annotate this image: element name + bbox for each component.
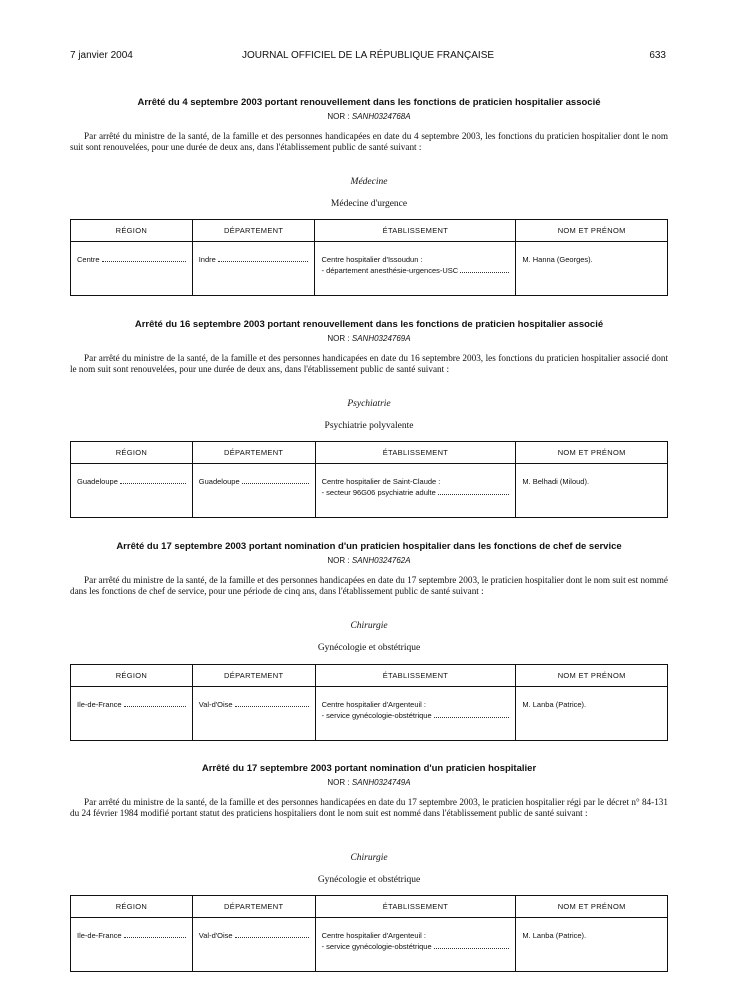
journal-title: JOURNAL OFFICIEL DE LA RÉPUBLIQUE FRANÇAISE <box>241 50 495 61</box>
column-header-region: RÉGION <box>71 442 193 464</box>
appointment-table <box>70 895 668 972</box>
dot-leader <box>460 265 509 273</box>
cell-region <box>71 687 193 741</box>
nor-code: SANH0324768A <box>351 112 411 121</box>
etablissement-name: Centre hospitalier d'Argenteuil : <box>321 700 427 709</box>
cell-nom: M. Belhadi (Miloud). <box>516 464 668 518</box>
cell-region <box>71 464 193 518</box>
specialty: Chirurgie <box>350 621 388 631</box>
cell-region <box>71 242 193 296</box>
nor-reference <box>70 111 668 122</box>
region-value: Ile-de-France <box>77 700 122 709</box>
dot-leader <box>102 254 186 262</box>
subspecialty: Gynécologie et obstétrique <box>317 875 421 885</box>
dot-leader <box>218 254 309 262</box>
region-value: Ile-de-France <box>77 931 122 940</box>
etablissement-name: Centre hospitalier de Saint-Claude : <box>321 477 441 486</box>
page-header <box>70 50 666 64</box>
etablissement-unit: - département anesthésie-urgences-USC <box>321 266 459 275</box>
table-row <box>71 687 668 741</box>
decree-title: Arrêté du 17 septembre 2003 portant nomination d'un praticien hospitalier dans les fonctions de chef de service <box>116 541 622 552</box>
dot-leader <box>434 710 510 718</box>
table-row <box>71 918 668 972</box>
table-header-row <box>71 665 668 687</box>
column-header-nom: NOM ET PRÉNOM <box>516 220 668 242</box>
decree-title: Arrêté du 4 septembre 2003 portant renouvellement dans les fonctions de praticien hospitalier associé <box>137 97 601 108</box>
dot-leader <box>124 930 186 938</box>
appointment-table <box>70 219 668 296</box>
column-header-etablissement: ÉTABLISSEMENT <box>315 896 516 918</box>
table-header-row <box>71 220 668 242</box>
decree-body: Par arrêté du ministre de la santé, de la famille et des personnes handicapées en date du 4 septembre 2003, les fonctions du praticien hospitalier dont le nom suit sont renouvelées, pour une durée de deux ans, dans l'établissement public de santé suivant : <box>70 131 668 152</box>
subspecialty: Gynécologie et obstétrique <box>317 643 421 653</box>
departement-value: Guadeloupe <box>198 477 240 486</box>
subspecialty: Psychiatrie polyvalente <box>324 421 414 431</box>
etablissement-unit: - secteur 96G06 psychiatrie adulte <box>321 488 436 497</box>
column-header-departement: DÉPARTEMENT <box>192 220 315 242</box>
nor-reference <box>70 333 668 344</box>
nor-label: NOR : <box>327 556 350 565</box>
nor-code: SANH0324762A <box>351 556 411 565</box>
decree-section <box>70 540 668 720</box>
issue-date: 7 janvier 2004 <box>70 50 133 61</box>
region-value: Centre <box>77 255 100 264</box>
etablissement-unit: - service gynécologie-obstétrique <box>321 711 432 720</box>
specialty: Psychiatrie <box>347 399 391 409</box>
decree-section <box>70 762 668 951</box>
dot-leader <box>235 930 309 938</box>
cell-etablissement <box>315 242 516 296</box>
dot-leader <box>438 487 510 495</box>
decree-section <box>70 96 668 275</box>
cell-nom: M. Hanna (Georges). <box>516 242 668 296</box>
column-header-region: RÉGION <box>71 665 193 687</box>
dot-leader <box>235 699 309 707</box>
appointment-table <box>70 441 668 518</box>
table-header-row <box>71 896 668 918</box>
specialty: Médecine <box>350 177 388 187</box>
cell-departement <box>192 918 315 972</box>
page-number: 633 <box>649 50 666 61</box>
column-header-nom: NOM ET PRÉNOM <box>516 442 668 464</box>
etablissement-name: Centre hospitalier d'Issoudun : <box>321 255 423 264</box>
column-header-region: RÉGION <box>71 896 193 918</box>
etablissement-unit: - service gynécologie-obstétrique <box>321 942 432 951</box>
departement-value: Val-d'Oise <box>198 931 233 940</box>
nor-code: SANH0324749A <box>351 778 411 787</box>
departement-value: Indre <box>198 255 216 264</box>
table-header-row <box>71 442 668 464</box>
cell-etablissement <box>315 687 516 741</box>
cell-nom: M. Lanba (Patrice). <box>516 918 668 972</box>
decree-body: Par arrêté du ministre de la santé, de la famille et des personnes handicapées en date du 17 septembre 2003, le praticien hospitalier dont le nom suit est nommé dans les fonctions de chef de service, pour une période de cinq ans, dans l'établissement public de santé suivant : <box>70 575 668 596</box>
nor-reference <box>70 555 668 566</box>
nor-label: NOR : <box>327 334 350 343</box>
subspecialty: Médecine d'urgence <box>330 199 408 209</box>
decree-body: Par arrêté du ministre de la santé, de la famille et des personnes handicapées en date du 17 septembre 2003, le praticien hospitalier régi par le décret n° 84-131 du 24 février 1984 modifié portant statut des praticiens hospitaliers dont le nom suit est nommé dans l'établissement public de santé suivant : <box>70 797 668 818</box>
nor-label: NOR : <box>327 778 350 787</box>
column-header-region: RÉGION <box>71 220 193 242</box>
appointment-table <box>70 664 668 741</box>
decree-section <box>70 318 668 497</box>
column-header-departement: DÉPARTEMENT <box>192 665 315 687</box>
decree-title: Arrêté du 16 septembre 2003 portant renouvellement dans les fonctions de praticien hospitalier associé <box>134 319 604 330</box>
nor-code: SANH0324769A <box>351 334 411 343</box>
dot-leader <box>120 476 186 484</box>
table-row <box>71 242 668 296</box>
cell-region <box>71 918 193 972</box>
nor-label: NOR : <box>327 112 350 121</box>
cell-departement <box>192 687 315 741</box>
cell-departement <box>192 242 315 296</box>
dot-leader <box>124 699 186 707</box>
cell-departement <box>192 464 315 518</box>
column-header-nom: NOM ET PRÉNOM <box>516 665 668 687</box>
column-header-nom: NOM ET PRÉNOM <box>516 896 668 918</box>
column-header-etablissement: ÉTABLISSEMENT <box>315 665 516 687</box>
region-value: Guadeloupe <box>77 477 118 486</box>
departement-value: Val-d'Oise <box>198 700 233 709</box>
decree-title: Arrêté du 17 septembre 2003 portant nomination d'un praticien hospitalier <box>201 763 537 774</box>
column-header-etablissement: ÉTABLISSEMENT <box>315 442 516 464</box>
cell-etablissement <box>315 464 516 518</box>
column-header-etablissement: ÉTABLISSEMENT <box>315 220 516 242</box>
etablissement-name: Centre hospitalier d'Argenteuil : <box>321 931 427 940</box>
specialty: Chirurgie <box>350 853 388 863</box>
dot-leader <box>242 476 309 484</box>
nor-reference <box>70 777 668 788</box>
cell-etablissement <box>315 918 516 972</box>
table-row <box>71 464 668 518</box>
decree-body: Par arrêté du ministre de la santé, de la famille et des personnes handicapées en date du 16 septembre 2003, les fonctions du praticien hospitalier associé dont le nom suit sont renouvelées, pour une durée de deux ans, dans l'établissement public de santé suivant : <box>70 353 668 374</box>
column-header-departement: DÉPARTEMENT <box>192 896 315 918</box>
cell-nom: M. Lanba (Patrice). <box>516 687 668 741</box>
dot-leader <box>434 941 510 949</box>
column-header-departement: DÉPARTEMENT <box>192 442 315 464</box>
